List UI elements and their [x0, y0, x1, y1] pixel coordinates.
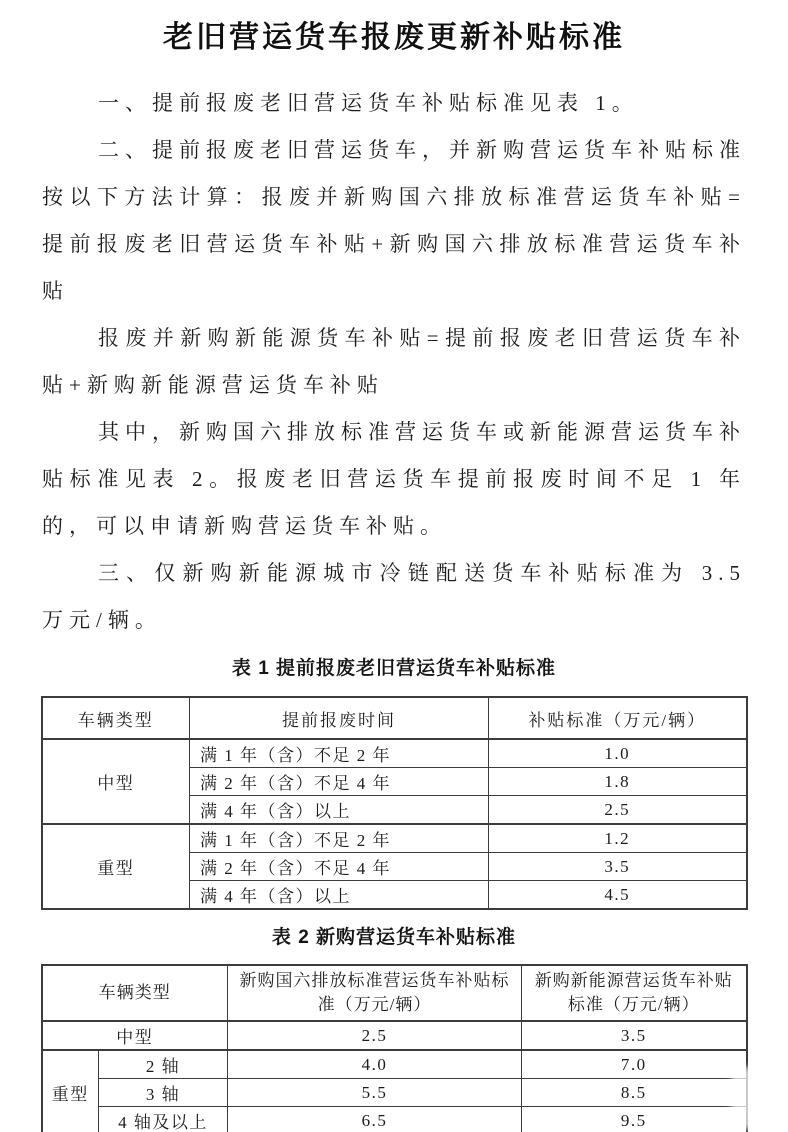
subsidy-cell: 1.2 — [489, 824, 747, 853]
subsidy-cell: 4.5 — [489, 881, 747, 910]
guo6-subsidy-cell: 4.0 — [228, 1050, 522, 1079]
paragraph-3: 报废并新购新能源货车补贴=提前报废老旧营运货车补贴+新购新能源营运货车补贴 — [42, 326, 746, 397]
scrap-time-cell: 满 1 年（含）不足 2 年 — [190, 739, 489, 768]
guo6-subsidy-cell: 6.5 — [228, 1107, 522, 1132]
table-row — [42, 1107, 747, 1132]
subsidy-cell: 1.0 — [489, 739, 747, 768]
vehicle-type-cell: 重型 — [42, 824, 190, 909]
nev-subsidy-cell: 9.5 — [522, 1107, 747, 1132]
guo6-subsidy-cell: 2.5 — [228, 1021, 522, 1050]
nev-subsidy-cell: 3.5 — [522, 1021, 747, 1050]
subsidy-cell: 3.5 — [489, 853, 747, 881]
subsidy-cell: 1.8 — [489, 768, 747, 796]
scrap-time-cell: 满 4 年（含）以上 — [190, 881, 489, 910]
table1-header-row — [42, 697, 747, 739]
table-row — [42, 1079, 747, 1107]
scrap-time-cell: 满 2 年（含）不足 4 年 — [190, 853, 489, 881]
paragraph-4: 其中，新购国六排放标准营运货车或新能源营运货车补贴标准见表 2。报废老旧营运货车提前报废时间不足 1 年的，可以申请新购营运货车补贴。 — [42, 420, 746, 538]
table1-header-subsidy: 补贴标准（万元/辆） — [489, 697, 747, 739]
axle-type-cell: 4 轴及以上 — [99, 1107, 228, 1132]
paragraph-1: 一、提前报废老旧营运货车补贴标准见表 1。 — [98, 91, 639, 115]
scrap-time-cell: 满 2 年（含）不足 4 年 — [190, 768, 489, 796]
axle-type-cell: 2 轴 — [99, 1050, 228, 1079]
paragraph-2: 二、提前报废老旧营运货车，并新购营运货车补贴标准按以下方法计算：报废并新购国六排放标准营运货车补贴=提前报废老旧营运货车补贴+新购国六排放标准营运货车补贴 — [42, 138, 746, 303]
vehicle-type-cell: 重型 — [42, 1050, 99, 1132]
nev-subsidy-cell: 7.0 — [522, 1050, 747, 1079]
scrap-time-cell: 满 4 年（含）以上 — [190, 796, 489, 825]
scan-artifact-overlay — [736, 1072, 786, 1124]
nev-subsidy-cell: 8.5 — [522, 1079, 747, 1107]
table1 — [41, 696, 748, 910]
subsidy-cell: 2.5 — [489, 796, 747, 825]
table-row — [42, 1050, 747, 1079]
table2-header-vehicle-type: 车辆类型 — [42, 965, 228, 1021]
table-row — [42, 739, 747, 768]
table2-header-guo6-subsidy: 新购国六排放标准营运货车补贴标准（万元/辆） — [228, 965, 522, 1021]
table2-header-row — [42, 965, 747, 1021]
table2-header-nev-subsidy: 新购新能源营运货车补贴标准（万元/辆） — [522, 965, 747, 1021]
table1-header-scrap-time: 提前报废时间 — [190, 697, 489, 739]
table2 — [41, 964, 748, 1132]
axle-type-cell: 3 轴 — [99, 1079, 228, 1107]
table-row — [42, 824, 747, 853]
table1-caption: 表 1 提前报废老旧营运货车补贴标准 — [231, 658, 557, 679]
vehicle-type-cell: 中型 — [42, 1021, 228, 1050]
table-row — [42, 1021, 747, 1050]
table1-header-vehicle-type: 车辆类型 — [42, 697, 190, 739]
table2-caption: 表 2 新购营运货车补贴标准 — [271, 927, 517, 948]
guo6-subsidy-cell: 5.5 — [228, 1079, 522, 1107]
document-body — [42, 80, 746, 644]
vehicle-type-cell: 中型 — [42, 739, 190, 824]
paragraph-5: 三、仅新购新能源城市冷链配送货车补贴标准为 3.5 万元/辆。 — [42, 561, 746, 632]
scrap-time-cell: 满 1 年（含）不足 2 年 — [190, 824, 489, 853]
document-title: 老旧营运货车报废更新补贴标准 — [163, 21, 625, 54]
